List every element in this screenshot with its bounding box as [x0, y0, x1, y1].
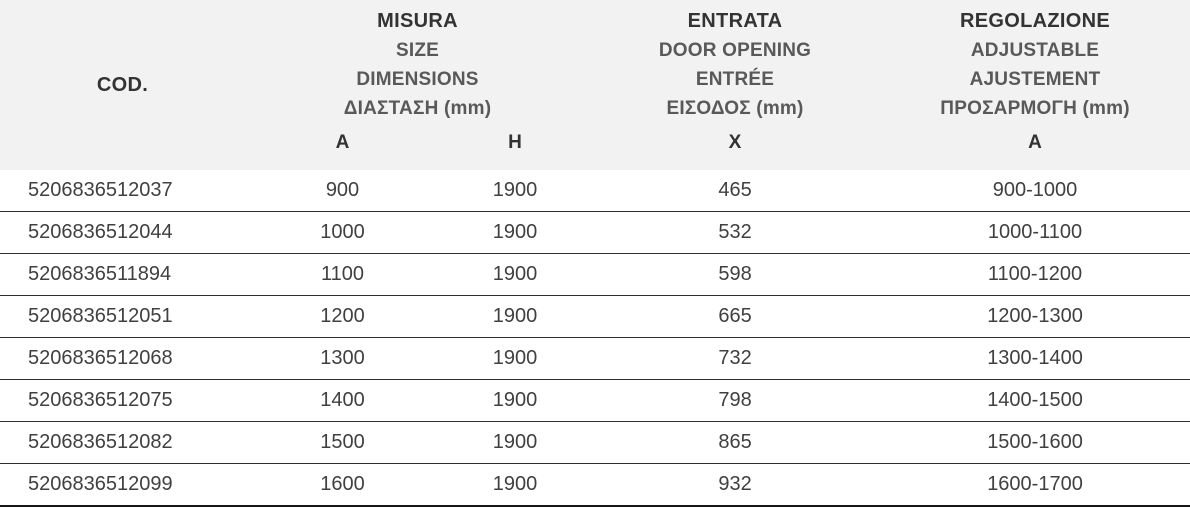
cell-size-a: 900	[245, 170, 440, 212]
cell-adjustable-a: 1400-1500	[880, 380, 1190, 422]
misura-subtitle-fr: DIMENSIONS	[356, 69, 479, 90]
table-row	[0, 254, 1190, 296]
cell-opening-x: 532	[590, 212, 880, 254]
cell-size-h: 1900	[440, 422, 590, 464]
table-row	[0, 212, 1190, 254]
cell-opening-x: 598	[590, 254, 880, 296]
cell-size-h: 1900	[440, 338, 590, 380]
table-row	[0, 380, 1190, 422]
cell-opening-x: 865	[590, 422, 880, 464]
cell-size-h: 1900	[440, 212, 590, 254]
table-row	[0, 170, 1190, 212]
misura-title: MISURA	[377, 10, 458, 32]
table-row	[0, 296, 1190, 338]
table-header	[0, 0, 1190, 170]
cell-size-a: 1100	[245, 254, 440, 296]
misura-subtitle-en: SIZE	[395, 40, 440, 61]
cell-cod: 5206836512082	[0, 422, 245, 464]
cell-adjustable-a: 1200-1300	[880, 296, 1190, 338]
cell-cod: 5206836512051	[0, 296, 245, 338]
cell-opening-x: 465	[590, 170, 880, 212]
regolazione-subtitle-fr: AJUSTEMENT	[969, 69, 1101, 90]
table-row	[0, 464, 1190, 507]
entrata-subtitle-el: ΕΙΣΟΔΟΣ (mm)	[666, 98, 804, 119]
column-header-cod: COD.	[0, 0, 245, 170]
column-group-entrata	[590, 0, 880, 130]
cell-opening-x: 932	[590, 464, 880, 507]
cell-opening-x: 732	[590, 338, 880, 380]
cell-size-a: 1400	[245, 380, 440, 422]
cell-adjustable-a: 1600-1700	[880, 464, 1190, 507]
cell-size-a: 1600	[245, 464, 440, 507]
cell-size-h: 1900	[440, 296, 590, 338]
cell-cod: 5206836512075	[0, 380, 245, 422]
cell-adjustable-a: 1300-1400	[880, 338, 1190, 380]
cell-opening-x: 665	[590, 296, 880, 338]
cell-size-a: 1200	[245, 296, 440, 338]
cell-cod: 5206836511894	[0, 254, 245, 296]
regolazione-subtitle-el: ΠΡΟΣΑΡΜΟΓΗ (mm)	[940, 98, 1130, 119]
subcolumn-misura-a: A	[245, 130, 440, 170]
regolazione-title: REGOLAZIONE	[960, 10, 1110, 32]
entrata-title: ENTRATA	[687, 10, 783, 32]
cell-size-a: 1000	[245, 212, 440, 254]
cell-cod: 5206836512044	[0, 212, 245, 254]
misura-subtitle-el: ΔΙΑΣΤΑΣΗ (mm)	[343, 98, 492, 119]
entrata-subtitle-en: DOOR OPENING	[658, 40, 812, 61]
cell-cod: 5206836512099	[0, 464, 245, 507]
cell-size-a: 1500	[245, 422, 440, 464]
table-row	[0, 338, 1190, 380]
table-row	[0, 422, 1190, 464]
cell-size-a: 1300	[245, 338, 440, 380]
cell-cod: 5206836512068	[0, 338, 245, 380]
table-body	[0, 170, 1190, 507]
regolazione-subtitle-en: ADJUSTABLE	[970, 40, 1100, 61]
cell-adjustable-a: 900-1000	[880, 170, 1190, 212]
cell-size-h: 1900	[440, 254, 590, 296]
subcolumn-misura-h: H	[440, 130, 590, 170]
cell-size-h: 1900	[440, 380, 590, 422]
cell-opening-x: 798	[590, 380, 880, 422]
cell-adjustable-a: 1000-1100	[880, 212, 1190, 254]
cell-size-h: 1900	[440, 464, 590, 507]
column-group-misura	[245, 0, 590, 130]
cell-adjustable-a: 1100-1200	[880, 254, 1190, 296]
column-group-regolazione	[880, 0, 1190, 130]
subcolumn-entrata-x: X	[590, 130, 880, 170]
subcolumn-regolazione-a: A	[880, 130, 1190, 170]
cell-size-h: 1900	[440, 170, 590, 212]
cell-adjustable-a: 1500-1600	[880, 422, 1190, 464]
cell-cod: 5206836512037	[0, 170, 245, 212]
entrata-subtitle-fr: ENTRÉE	[695, 69, 775, 90]
